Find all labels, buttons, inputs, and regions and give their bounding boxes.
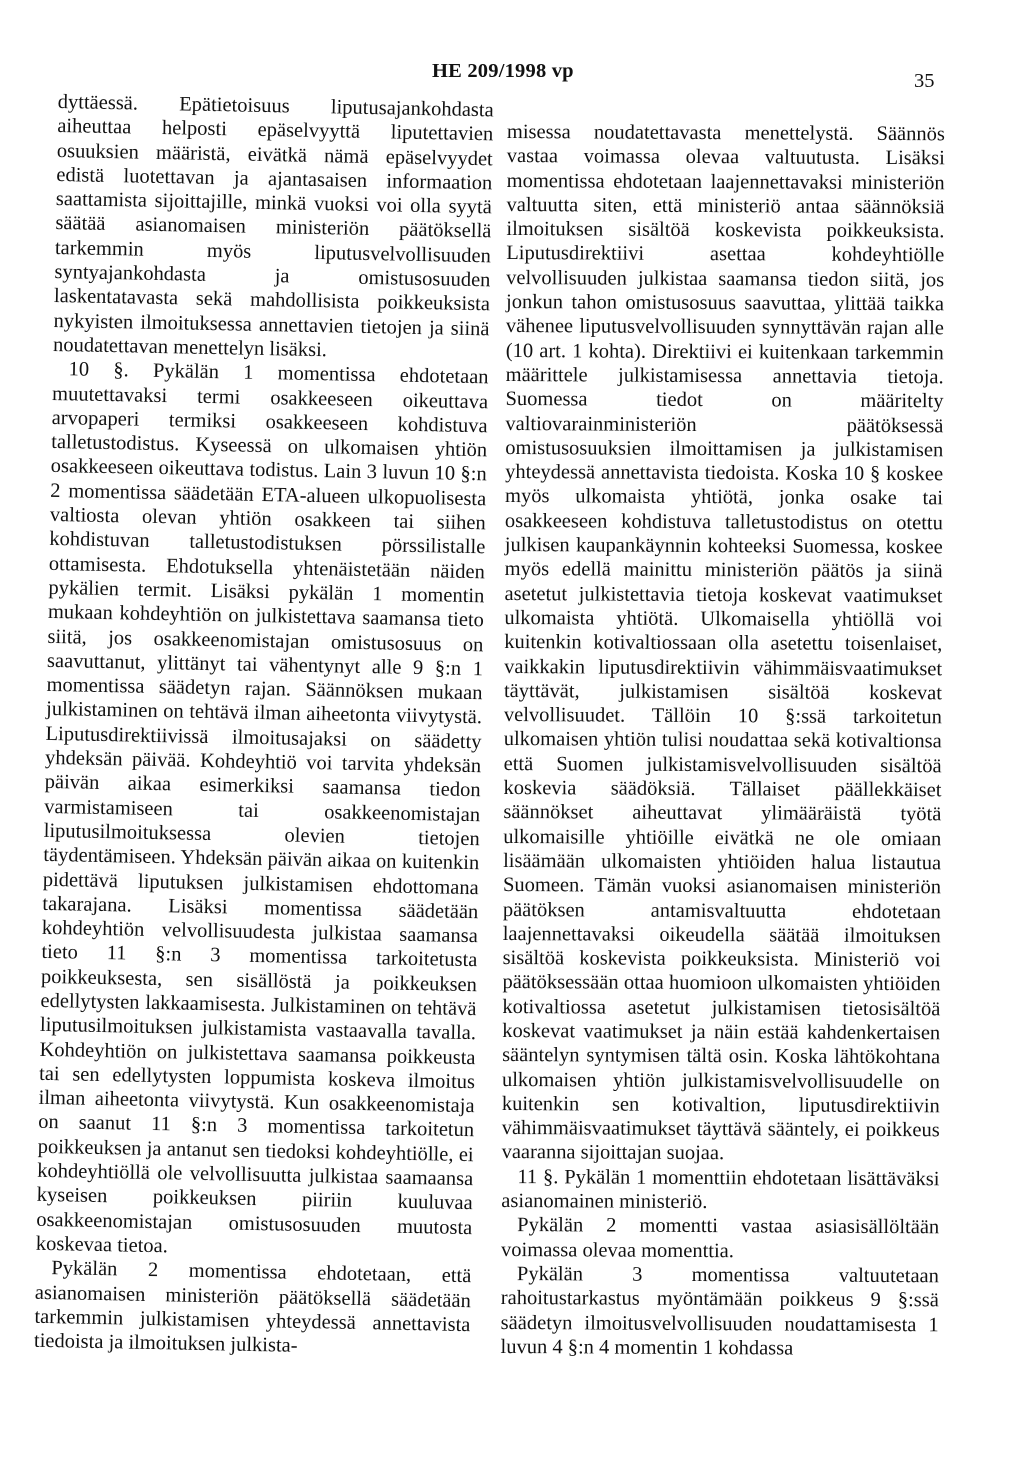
left-text-column [34, 90, 494, 1362]
paragraph: Pykälän 2 momentissa ehdotetaan, että asianomaisen ministeriön päätöksellä säädetään tarkemmin julkistamisen yhteydessä annettavista tiedoista ja ilmoituksen julkista- [33, 1257, 472, 1357]
paragraph: 11 §. Pykälän 1 momenttiin ehdotetaan lisättäväksi asianomainen ministeriö. [501, 1165, 940, 1214]
paragraph: misessa noudatettavasta menettelystä. Säännös vastaa voimassa olevaa valtuutusta. Lisäksi momentissa ehdotetaan laajennettavaksi ministeriön valtuutta siten, että ministeriö antaa säännöksiä ilmoituksen sisältöä koskevista poikkeuksista. Liputusdirektiivi asettaa kohdeyhtiölle velvollisuuden julkistaa saamansa tiedon siitä, jos jonkun tahon omistusosuus saavuttaa, ylittää taikka vähenee liputusvelvollisuuden synnyttävän rajan alle (10 art. 1 kohta). Direktiivi ei kuitenkaan tarkemmin määrittele julkistamisessa annettavia tietoja. Suomessa tiedot on määritelty valtiovarainministeriön päätöksessä omistusosuuksien ilmoittamisen ja julkistamisen yhteydessä annettavista tiedoista. Koska 10 § koskee myös ulkomaista yhtiötä, jonka osake tai osakkeeseen kohdistuva talletustodistus on otettu julkisen kaupankäynnin kohteeksi Suomessa, koskee myös edellä mainittu ministeriön päätös ja siinä asetetut julkistettavia tietoja koskevat vaatimukset ulkomaista yhtiötä. Ulkomaisella yhtiöllä voi kuitenkin kotivaltiossaan olla asetettu toisenlaiset, vaikkakin liputusdirektiivin vähimmäisvaatimukset täyttävät, julkistamisen sisältöä koskevat velvollisuudet. Tällöin 10 §:ssä tarkoitetun ulkomaisen yhtiön tulisi noudattaa sekä kotivaltionsa että Suomen julkistamisvelvollisuuden sisältöä koskevia säädöksiä. Tällaiset päällekkäiset säännökset aiheuttavat ylimääräistä työtä ulkomaisille yhtiöille eivätkä ne ole omiaan lisäämään ulkomaisten yhtiöiden halua listautua Suomeen. Tämän vuoksi asianomaisen ministeriön päätöksen antamisvaltuutta ehdotetaan laajennettavaksi oikeudella säätää ilmoituksen sisältöä koskevista poikkeuksista. Ministeriö voi päätöksessään ottaa huomioon ulkomaisten yhtiöiden kotivaltiossa asetetut julkistamisen tietosisältöä koskevat vaatimukset ja näin estää kahdenkertaisen sääntelyn syntymisen tältä osin. Koska lähtökohtana ulkomaisen yhtiön julkistamisvelvollisuudelle on kuitenkin sen kotivaltion, liputusdirektiivin vähimmäisvaatimukset täyttävä sääntely, ei poikkeus vaaranna sijoittajan suojaa. [501, 120, 945, 1165]
page-number: 35 [914, 70, 935, 92]
paragraph: Pykälän 2 momentti vastaa asiasisällöltään voimassa olevaa momenttia. [501, 1214, 940, 1262]
paragraph: Pykälän 3 momentissa valtuutetaan rahoitustarkastus myöntämään poikkeus 9 §:ssä säädetyn ilmoitusvelvollisuuden noudattamisesta 1 luvun 4 §:n 4 momentin 1 kohdassa [500, 1263, 940, 1360]
right-text-column [501, 120, 945, 1361]
paragraph: 10 §. Pykälän 1 momentissa ehdotetaan muutettavaksi termi osakkeeseen oikeuttava arvopaperi termiksi osakkeeseen kohdistuva talletustodistus. Kyseessä on ulkomaisen yhtiön osakkeeseen oikeuttava todistus. Lain 3 luvun 10 §:n 2 momentissa säädetään ETA-alueen ulkopuolisesta valtiosta olevan yhtiön osakkeen tai siihen kohdistuvan talletustodistuksen pörssilistalle ottamisesta. Ehdotuksella yhtenäistetään näiden pykälien termit. Lisäksi pykälän 1 momentin mukaan kohdeyhtiön on julkistettava saamansa tieto siitä, jos osakkeenomistajan omistusosuus on saavuttanut, ylittänyt tai vähentynyt alle 9 §:n 1 momentissa säädetyn rajan. Säännöksen mukaan julkistaminen on tehtävä ilman aiheetonta viivytystä. Liputusdirektiivissä ilmoitusajaksi on säädetty yhdeksän päivää. Kohdeyhtiö voi tarvita yhdeksän päivän aikaa esimerkiksi saamansa tiedon varmistamiseen tai osakkeenomistajan liputusilmoituksessa olevien tietojen täydentämiseen. Yhdeksän päivän aikaa on kuitenkin pidettävä liputuksen julkistamisen ehdottomana takarajana. Lisäksi momentissa säädetään kohdeyhtiön velvollisuudesta julkistaa saamansa tieto 11 §:n 3 momentissa tarkoitetusta poikkeuksesta, sen sisällöstä ja poikkeuksen edellytysten lakkaamisesta. Julkistaminen on tehtävä liputusilmoituksen julkistamista vastaavalla tavalla. Kohdeyhtiön on julkistettava saamansa poikkeusta tai sen edellytysten loppumista koskeva ilmoitus ilman aiheetonta viivytystä. Kun osakkeenomistaja on saanut 11 §:n 3 momentissa tarkoitetun poikkeuksen ja antanut sen tiedoksi kohdeyhtiölle, ei kohdeyhtiöllä ole velvollisuutta julkistaa saamaansa kyseisen poikkeuksen piiriin kuuluvaa osakkeenomistajan omistusosuuden muutosta koskevaa tietoa. [35, 358, 489, 1258]
page-header-title: HE 209/1998 vp [432, 60, 574, 82]
paragraph: dyttäessä. Epätietoisuus liputusajankohdasta aiheuttaa helposti epäselvyyttä liputettavien osuuksien määristä, eivätkä nämä epäselvyydet edistä luotettavan ja ajantasaisen informaation saattamista sijoittajille, minkä vuoksi voi olla syytä säätää asianomaisen ministeriön päätöksellä tarkemmin myös liputusvelvollisuuden syntyajankohdasta ja omistusosuuden laskentatavasta sekä mahdollisista poikkeuksista nykyisten ilmoituksessa annettavien tietojen ja siinä noudatettavan menettelyn lisäksi. [52, 90, 494, 362]
